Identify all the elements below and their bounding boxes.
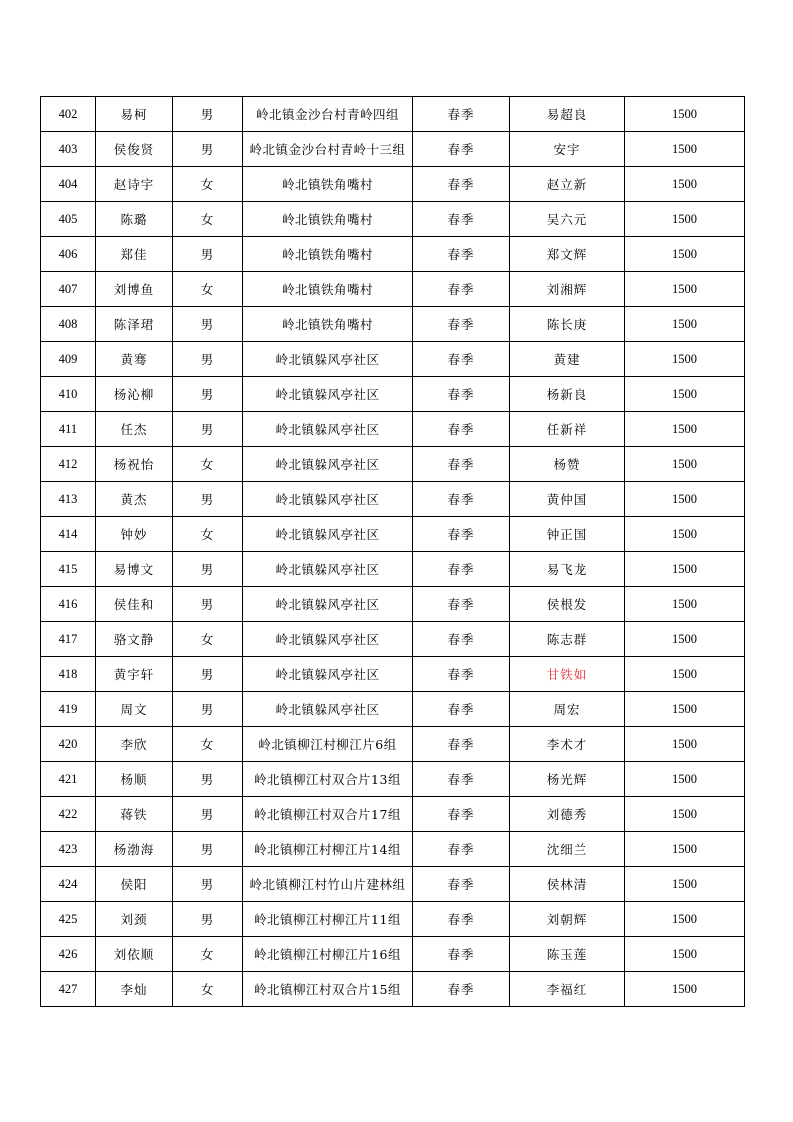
cell-serial-number: 411 [41,412,96,447]
cell-serial-number: 415 [41,552,96,587]
roster-body [41,97,745,1007]
cell-gender: 男 [173,797,243,832]
cell-amount: 1500 [625,272,745,307]
table-row [41,587,745,622]
cell-guardian: 杨新良 [510,377,625,412]
cell-guardian: 周宏 [510,692,625,727]
cell-address: 岭北镇柳江村竹山片建林组 [243,867,413,902]
table-row [41,307,745,342]
cell-serial-number: 423 [41,832,96,867]
cell-season: 春季 [413,167,510,202]
subsidy-roster-table [40,96,745,1007]
cell-season: 春季 [413,272,510,307]
cell-gender: 女 [173,202,243,237]
cell-student-name: 蒋铁 [96,797,173,832]
cell-season: 春季 [413,97,510,132]
cell-student-name: 陈璐 [96,202,173,237]
cell-gender: 女 [173,727,243,762]
cell-amount: 1500 [625,622,745,657]
cell-serial-number: 425 [41,902,96,937]
cell-student-name: 黄宇轩 [96,657,173,692]
cell-serial-number: 416 [41,587,96,622]
table-row [41,482,745,517]
cell-season: 春季 [413,832,510,867]
cell-season: 春季 [413,692,510,727]
cell-guardian: 任新祥 [510,412,625,447]
cell-amount: 1500 [625,447,745,482]
table-row [41,797,745,832]
cell-season: 春季 [413,342,510,377]
cell-season: 春季 [413,622,510,657]
cell-address: 岭北镇铁角嘴村 [243,167,413,202]
cell-guardian: 陈志群 [510,622,625,657]
cell-serial-number: 409 [41,342,96,377]
cell-address: 岭北镇柳江村双合片13组 [243,762,413,797]
cell-season: 春季 [413,237,510,272]
cell-address: 岭北镇躲风亭社区 [243,552,413,587]
cell-season: 春季 [413,902,510,937]
cell-guardian: 李术才 [510,727,625,762]
table-row [41,552,745,587]
cell-gender: 女 [173,972,243,1007]
table-row [41,867,745,902]
table-row [41,972,745,1007]
cell-gender: 女 [173,272,243,307]
cell-guardian: 赵立新 [510,167,625,202]
cell-address: 岭北镇躲风亭社区 [243,517,413,552]
cell-amount: 1500 [625,342,745,377]
cell-gender: 男 [173,237,243,272]
cell-guardian: 郑文辉 [510,237,625,272]
table-row [41,202,745,237]
cell-student-name: 刘博鱼 [96,272,173,307]
cell-gender: 男 [173,832,243,867]
cell-season: 春季 [413,202,510,237]
cell-serial-number: 408 [41,307,96,342]
cell-amount: 1500 [625,307,745,342]
cell-gender: 男 [173,587,243,622]
table-row [41,657,745,692]
cell-amount: 1500 [625,867,745,902]
table-row [41,97,745,132]
cell-gender: 男 [173,377,243,412]
cell-serial-number: 427 [41,972,96,1007]
cell-student-name: 易博文 [96,552,173,587]
cell-guardian: 刘德秀 [510,797,625,832]
cell-address: 岭北镇铁角嘴村 [243,237,413,272]
cell-amount: 1500 [625,692,745,727]
cell-amount: 1500 [625,797,745,832]
cell-season: 春季 [413,972,510,1007]
cell-address: 岭北镇柳江村柳江片14组 [243,832,413,867]
cell-amount: 1500 [625,517,745,552]
cell-guardian: 陈玉莲 [510,937,625,972]
cell-guardian: 安宇 [510,132,625,167]
cell-gender: 女 [173,447,243,482]
cell-address: 岭北镇柳江村柳江片11组 [243,902,413,937]
table-row [41,622,745,657]
cell-student-name: 侯俊贤 [96,132,173,167]
cell-address: 岭北镇金沙台村青岭十三组 [243,132,413,167]
cell-gender: 男 [173,867,243,902]
cell-student-name: 易柯 [96,97,173,132]
cell-season: 春季 [413,762,510,797]
table-row [41,447,745,482]
cell-amount: 1500 [625,552,745,587]
cell-guardian: 吴六元 [510,202,625,237]
cell-season: 春季 [413,447,510,482]
cell-address: 岭北镇躲风亭社区 [243,587,413,622]
cell-guardian: 侯林清 [510,867,625,902]
cell-gender: 女 [173,517,243,552]
cell-serial-number: 426 [41,937,96,972]
cell-student-name: 刘颈 [96,902,173,937]
cell-student-name: 李欣 [96,727,173,762]
cell-guardian: 沈细兰 [510,832,625,867]
cell-serial-number: 413 [41,482,96,517]
cell-amount: 1500 [625,237,745,272]
cell-student-name: 杨顺 [96,762,173,797]
table-row [41,902,745,937]
cell-season: 春季 [413,797,510,832]
cell-student-name: 刘依顺 [96,937,173,972]
table-row [41,272,745,307]
cell-season: 春季 [413,132,510,167]
cell-gender: 男 [173,657,243,692]
cell-season: 春季 [413,937,510,972]
cell-serial-number: 410 [41,377,96,412]
cell-student-name: 郑佳 [96,237,173,272]
cell-serial-number: 424 [41,867,96,902]
cell-gender: 男 [173,132,243,167]
cell-amount: 1500 [625,377,745,412]
table-row [41,342,745,377]
cell-amount: 1500 [625,97,745,132]
cell-serial-number: 403 [41,132,96,167]
document-page [40,96,744,1007]
cell-season: 春季 [413,867,510,902]
cell-amount: 1500 [625,132,745,167]
cell-season: 春季 [413,482,510,517]
cell-serial-number: 419 [41,692,96,727]
cell-address: 岭北镇柳江村柳江片6组 [243,727,413,762]
cell-student-name: 侯阳 [96,867,173,902]
cell-season: 春季 [413,552,510,587]
cell-amount: 1500 [625,972,745,1007]
cell-gender: 男 [173,307,243,342]
cell-student-name: 周文 [96,692,173,727]
cell-student-name: 杨沁柳 [96,377,173,412]
cell-amount: 1500 [625,587,745,622]
cell-address: 岭北镇躲风亭社区 [243,622,413,657]
table-row [41,692,745,727]
cell-serial-number: 421 [41,762,96,797]
cell-season: 春季 [413,517,510,552]
cell-amount: 1500 [625,832,745,867]
cell-student-name: 骆文静 [96,622,173,657]
cell-address: 岭北镇躲风亭社区 [243,482,413,517]
cell-address: 岭北镇铁角嘴村 [243,272,413,307]
cell-guardian: 甘铁如 [510,657,625,692]
cell-serial-number: 405 [41,202,96,237]
cell-gender: 男 [173,552,243,587]
cell-address: 岭北镇柳江村双合片17组 [243,797,413,832]
cell-student-name: 陈泽珺 [96,307,173,342]
cell-serial-number: 406 [41,237,96,272]
cell-serial-number: 407 [41,272,96,307]
cell-guardian: 易超良 [510,97,625,132]
cell-gender: 女 [173,167,243,202]
cell-student-name: 黄骞 [96,342,173,377]
cell-season: 春季 [413,657,510,692]
cell-address: 岭北镇柳江村双合片15组 [243,972,413,1007]
cell-guardian: 侯根发 [510,587,625,622]
cell-guardian: 黄仲国 [510,482,625,517]
cell-serial-number: 414 [41,517,96,552]
cell-student-name: 李灿 [96,972,173,1007]
cell-student-name: 杨渤海 [96,832,173,867]
cell-guardian: 杨赞 [510,447,625,482]
cell-serial-number: 412 [41,447,96,482]
cell-guardian: 杨光辉 [510,762,625,797]
table-row [41,237,745,272]
table-row [41,937,745,972]
cell-student-name: 黄杰 [96,482,173,517]
cell-amount: 1500 [625,482,745,517]
cell-gender: 男 [173,412,243,447]
cell-address: 岭北镇金沙台村青岭四组 [243,97,413,132]
cell-amount: 1500 [625,202,745,237]
cell-season: 春季 [413,307,510,342]
table-row [41,762,745,797]
table-row [41,167,745,202]
cell-season: 春季 [413,727,510,762]
cell-address: 岭北镇铁角嘴村 [243,202,413,237]
cell-amount: 1500 [625,727,745,762]
cell-address: 岭北镇躲风亭社区 [243,412,413,447]
cell-amount: 1500 [625,657,745,692]
cell-student-name: 杨祝怡 [96,447,173,482]
cell-gender: 男 [173,97,243,132]
cell-gender: 女 [173,937,243,972]
table-row [41,517,745,552]
cell-guardian: 李福红 [510,972,625,1007]
cell-serial-number: 404 [41,167,96,202]
cell-season: 春季 [413,412,510,447]
cell-gender: 男 [173,342,243,377]
cell-address: 岭北镇躲风亭社区 [243,657,413,692]
cell-serial-number: 417 [41,622,96,657]
cell-address: 岭北镇铁角嘴村 [243,307,413,342]
cell-guardian: 钟正国 [510,517,625,552]
cell-gender: 男 [173,482,243,517]
cell-gender: 女 [173,622,243,657]
cell-student-name: 赵诗宇 [96,167,173,202]
cell-serial-number: 420 [41,727,96,762]
cell-gender: 男 [173,762,243,797]
cell-amount: 1500 [625,937,745,972]
cell-amount: 1500 [625,902,745,937]
cell-guardian: 易飞龙 [510,552,625,587]
cell-guardian: 刘朝辉 [510,902,625,937]
cell-guardian: 黄建 [510,342,625,377]
cell-serial-number: 422 [41,797,96,832]
cell-address: 岭北镇躲风亭社区 [243,342,413,377]
cell-serial-number: 402 [41,97,96,132]
cell-address: 岭北镇躲风亭社区 [243,692,413,727]
cell-student-name: 钟妙 [96,517,173,552]
cell-season: 春季 [413,377,510,412]
table-row [41,832,745,867]
cell-season: 春季 [413,587,510,622]
cell-address: 岭北镇柳江村柳江片16组 [243,937,413,972]
cell-gender: 男 [173,692,243,727]
cell-amount: 1500 [625,412,745,447]
cell-address: 岭北镇躲风亭社区 [243,447,413,482]
table-row [41,132,745,167]
table-row [41,727,745,762]
cell-student-name: 侯佳和 [96,587,173,622]
cell-gender: 男 [173,902,243,937]
cell-guardian: 陈长庚 [510,307,625,342]
table-row [41,412,745,447]
cell-student-name: 任杰 [96,412,173,447]
cell-amount: 1500 [625,167,745,202]
cell-address: 岭北镇躲风亭社区 [243,377,413,412]
cell-guardian: 刘湘辉 [510,272,625,307]
table-row [41,377,745,412]
cell-amount: 1500 [625,762,745,797]
cell-serial-number: 418 [41,657,96,692]
